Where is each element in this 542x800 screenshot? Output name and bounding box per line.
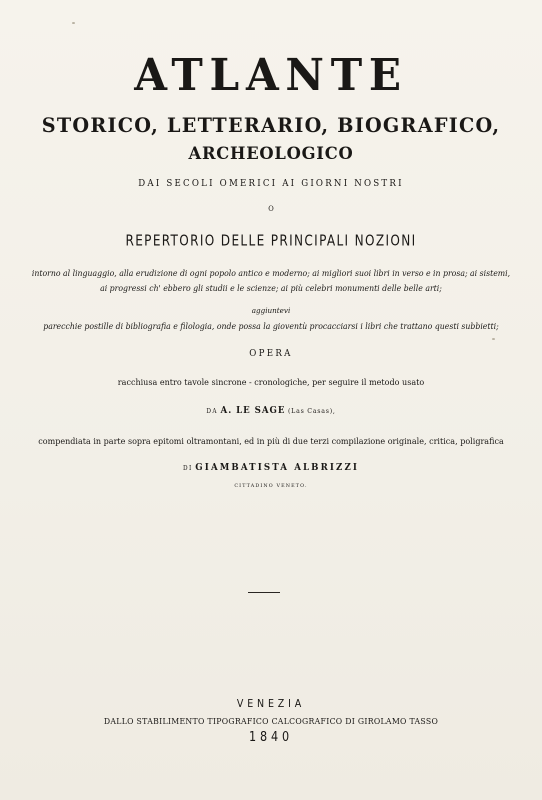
divider-rule <box>248 592 280 593</box>
lesage-attribution <box>11 405 531 417</box>
da-prefix: DA <box>206 408 218 415</box>
author-name: GIAMBATISTA ALBRIZZI <box>195 463 360 473</box>
conjunction-o: O <box>268 205 274 213</box>
lesage-name: A. LE SAGE <box>220 406 286 416</box>
racchiusa-line: racchiusa entro tavole sincrone - cronologiche, per seguire il metodo usato <box>117 377 425 387</box>
main-title: ATLANTE <box>134 50 408 101</box>
period-line: DAI SECOLI OMERICI AI GIORNI NOSTRI <box>138 179 404 189</box>
subtitle-line-1: STORICO, LETTERARIO, BIOGRAFICO, <box>41 113 501 137</box>
paper-speck <box>72 22 75 24</box>
imprint-city: VENEZIA <box>236 697 306 710</box>
compendiata-line: compendiata in parte sopra epitomi oltramontani, ed in più di due terzi compilazione originale, critica, poligrafica <box>38 436 504 446</box>
cittadino-line: CITTADINO VENETO. <box>234 483 308 489</box>
opera-label: OPERA <box>249 349 293 359</box>
italic-description-line-3: parecchie postille di bibliografia e filologia, onde possa la gioventù procacciarsi i libri che trattano questi subbietti; <box>43 321 499 331</box>
las-casas: (Las Casas), <box>287 407 336 415</box>
paper-speck <box>492 338 495 340</box>
subtitle-line-2: ARCHEOLOGICO <box>188 144 354 164</box>
aggiuntevi-line: aggiuntevi <box>251 306 291 315</box>
di-prefix: DI <box>182 465 193 472</box>
italic-description-line-2: ai progressi ch' ebbero gli studii e le scienze; ai più celebri monumenti delle belle arti; <box>100 283 442 293</box>
imprint-year: 1840 <box>249 730 293 745</box>
repertorio-heading: REPERTORIO DELLE PRINCIPALI NOZIONI <box>125 232 417 250</box>
imprint-printer: DALLO STABILIMENTO TIPOGRAFICO CALCOGRAFICO DI GIROLAMO TASSO <box>103 716 439 726</box>
author-line <box>11 462 531 474</box>
italic-description-line-1: intorno al linguaggio, alla erudizione di ogni popolo antico e moderno; ai migliori suoi libri in verso e in prosa; ai sistemi, <box>31 268 511 278</box>
